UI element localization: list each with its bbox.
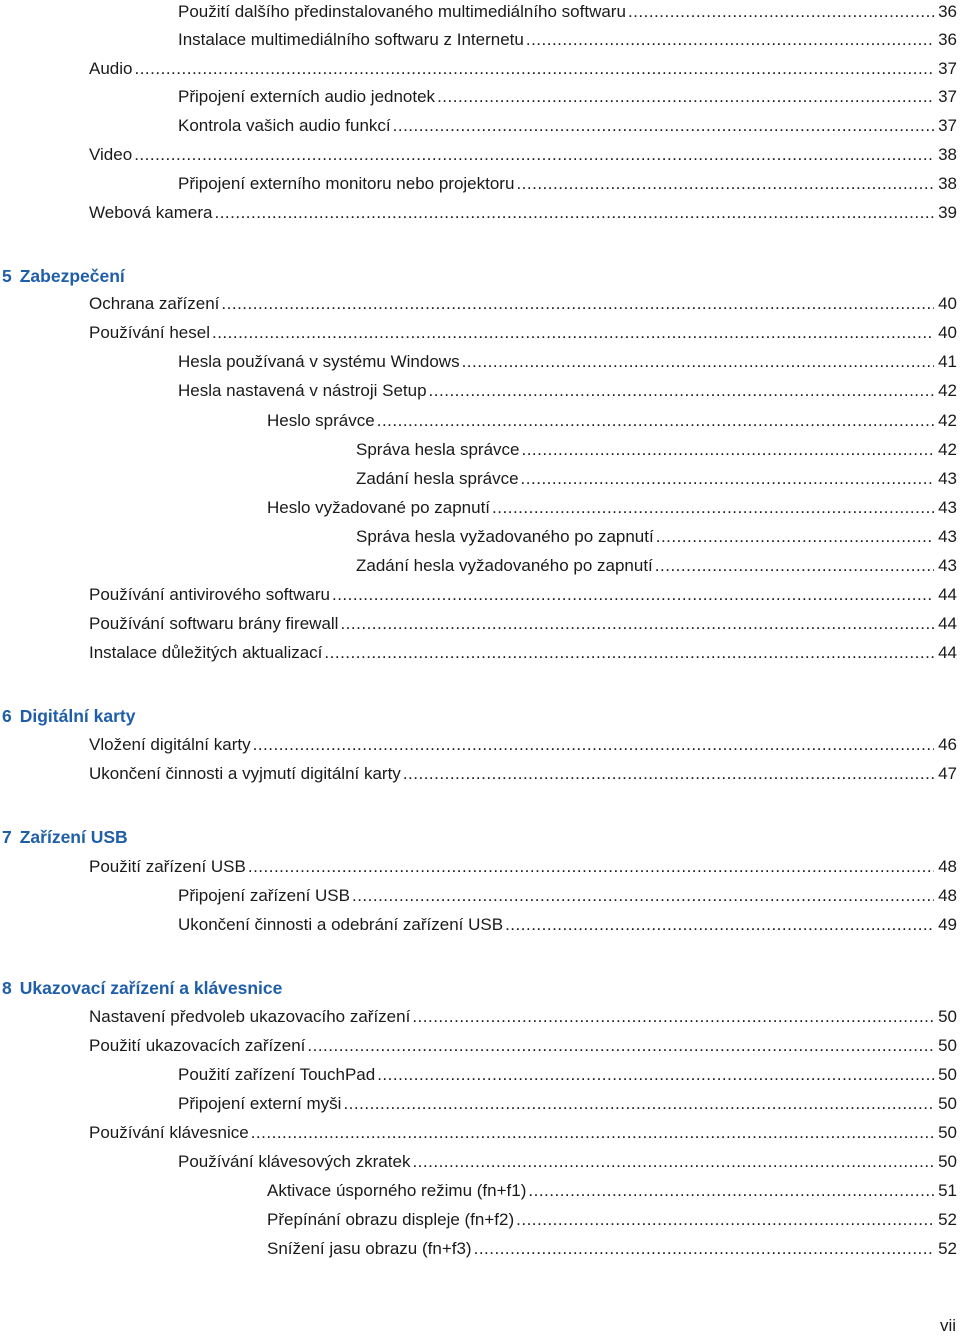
toc-entry[interactable] [89,641,957,665]
toc-entry-title: Heslo správce [267,411,375,430]
toc-entry[interactable] [178,114,957,138]
dot-leader [516,1208,934,1232]
toc-entry-page: 48 [938,857,957,876]
toc-entry[interactable] [178,884,957,908]
dot-leader [251,1121,934,1145]
dot-leader [462,350,935,374]
dot-leader [248,855,934,879]
toc-entry-page: 36 [938,2,957,21]
chapter-number: 5 [2,266,12,286]
toc-entry[interactable] [267,1208,957,1232]
dot-leader [437,85,934,109]
dot-leader [516,172,934,196]
dot-leader [505,913,934,937]
toc-entry[interactable] [89,57,957,81]
toc-entry-page: 44 [938,585,957,604]
dot-leader [221,292,934,316]
toc-entry-title: Instalace multimediálního softwaru z Internetu [178,30,524,49]
dot-leader [377,409,934,433]
toc-entry-page: 44 [938,643,957,662]
toc-entry-page: 52 [938,1239,957,1258]
toc-entry[interactable] [89,201,957,225]
dot-leader [343,1092,934,1116]
toc-entry[interactable] [178,1063,957,1087]
toc-entry-title: Používání klávesnice [89,1123,249,1142]
toc-entry-title: Správa hesla vyžadovaného po zapnutí [356,527,654,546]
toc-entry-title: Zadání hesla správce [356,469,519,488]
toc-entry[interactable] [89,1005,957,1029]
toc-entry-title: Video [89,145,133,164]
toc-entry-title: Připojení zařízení USB [178,886,350,905]
toc-entry-title: Použití zařízení USB [89,857,246,876]
toc-entry-page: 38 [938,174,957,193]
toc-entry[interactable] [178,28,957,52]
toc-entry-page: 50 [938,1123,957,1142]
toc-entry[interactable] [89,612,957,636]
toc-entry-title: Používání hesel [89,323,210,342]
toc-entry-title: Hesla používaná v systému Windows [178,352,460,371]
toc-entry[interactable] [178,1150,957,1174]
dot-leader [352,884,934,908]
toc-entry-page: 38 [938,145,957,164]
dot-leader [655,554,934,578]
toc-entry-page: 37 [938,116,957,135]
chapter-number: 8 [2,978,12,998]
toc-entry-title: Používání klávesových zkratek [178,1152,411,1171]
chapter-heading-7[interactable] [2,824,128,850]
toc-entry[interactable] [178,379,957,403]
toc-entry-title: Zadání hesla vyžadovaného po zapnutí [356,556,653,575]
toc-entry[interactable] [178,0,957,24]
toc-entry-title: Hesla nastavená v nástroji Setup [178,381,427,400]
toc-entry[interactable] [356,467,957,491]
toc-entry-title: Přepínání obrazu displeje (fn+f2) [267,1210,515,1229]
dot-leader [212,321,934,345]
toc-entry-page: 44 [938,614,957,633]
toc-entry-page: 43 [938,498,957,517]
dot-leader [521,467,935,491]
toc-entry[interactable] [356,525,957,549]
toc-entry[interactable] [89,292,957,316]
dot-leader [474,1237,934,1261]
toc-entry[interactable] [178,913,957,937]
dot-leader [528,1179,934,1203]
toc-entry-page: 51 [938,1181,957,1200]
toc-entry-title: Snížení jasu obrazu (fn+f3) [267,1239,472,1258]
dot-leader [307,1034,934,1058]
toc-entry-title: Kontrola vašich audio funkcí [178,116,391,135]
toc-entry-title: Ochrana zařízení [89,294,220,313]
dot-leader [377,1063,934,1087]
toc-entry-page: 37 [938,87,957,106]
dot-leader [521,438,934,462]
toc-entry[interactable] [356,554,957,578]
toc-entry-title: Ukončení činnosti a vyjmutí digitální karty [89,764,401,783]
toc-entry-page: 49 [938,915,957,934]
toc-entry-page: 50 [938,1152,957,1171]
dot-leader [393,114,934,138]
dot-leader [412,1005,934,1029]
toc-entry-page: 39 [938,203,957,222]
toc-entry-title: Připojení externího monitoru nebo projektoru [178,174,515,193]
dot-leader [134,57,934,81]
toc-entry-title: Webová kamera [89,203,213,222]
chapter-heading-5[interactable] [2,263,125,289]
toc-entry-page: 42 [938,381,957,400]
toc-entry-page: 41 [938,352,957,371]
toc-entry-title: Použití ukazovacích zařízení [89,1036,306,1055]
toc-entry-title: Správa hesla správce [356,440,520,459]
toc-entry-title: Ukončení činnosti a odebrání zařízení USB [178,915,504,934]
toc-entry[interactable] [89,583,957,607]
toc-entry[interactable] [89,855,957,879]
dot-leader [412,1150,934,1174]
chapter-title: Ukazovací zařízení a klávesnice [19,978,283,998]
toc-entry-title: Nastavení předvoleb ukazovacího zařízení [89,1007,411,1026]
dot-leader [656,525,934,549]
toc-entry-page: 50 [938,1007,957,1026]
toc-entry-title: Audio [89,59,133,78]
toc-entry-page: 48 [938,886,957,905]
toc-entry-title: Aktivace úsporného režimu (fn+f1) [267,1181,527,1200]
toc-entry-title: Heslo vyžadované po zapnutí [267,498,491,517]
toc-entry-title: Používání softwaru brány firewall [89,614,339,633]
toc-entry[interactable] [267,409,957,433]
toc-entry-page: 43 [938,556,957,575]
chapter-number: 6 [2,706,12,726]
toc-entry-title: Použití dalšího předinstalovaného multimediálního softwaru [178,2,626,21]
toc-entry[interactable] [267,496,957,520]
toc-entry-title: Připojení externích audio jednotek [178,87,436,106]
toc-entry-title: Použití zařízení TouchPad [178,1065,376,1084]
toc-entry[interactable] [356,438,957,462]
toc-entry-page: 40 [938,294,957,313]
toc-entry-title: Připojení externí myši [178,1094,342,1113]
toc-entry-page: 37 [938,59,957,78]
dot-leader [134,143,934,167]
toc-entry-page: 52 [938,1210,957,1229]
dot-leader [332,583,934,607]
toc-entry[interactable] [89,321,957,345]
toc-entry[interactable] [178,350,957,374]
toc-entry-page: 43 [938,527,957,546]
toc-entry[interactable] [178,1092,957,1116]
dot-leader [526,28,934,52]
chapter-title: Digitální karty [19,706,136,726]
toc-entry[interactable] [178,85,957,109]
toc-entry[interactable] [89,143,957,167]
dot-leader [403,762,934,786]
dot-leader [214,201,934,225]
toc-entry-page: 46 [938,735,957,754]
toc-entry-page: 50 [938,1065,957,1084]
toc-entry-page: 40 [938,323,957,342]
toc-entry[interactable] [89,1121,957,1145]
page-number: vii [939,1316,956,1335]
chapter-heading-6[interactable] [2,703,135,729]
chapter-heading-8[interactable] [2,975,282,1001]
toc-entry-title: Vložení digitální karty [89,735,251,754]
toc-entry-page: 50 [938,1036,957,1055]
dot-leader [492,496,934,520]
toc-entry[interactable] [89,1034,957,1058]
toc-entry-page: 43 [938,469,957,488]
toc-entry-page: 42 [938,411,957,430]
toc-entry[interactable] [178,172,957,196]
chapter-title: Zabezpečení [19,266,125,286]
dot-leader [429,379,935,403]
toc-entry-page: 42 [938,440,957,459]
toc-entry[interactable] [89,733,957,757]
toc-entry[interactable] [267,1237,957,1261]
dot-leader [340,612,934,636]
dot-leader [628,0,934,24]
chapter-title: Zařízení USB [19,827,128,847]
toc-entry-page: 36 [938,30,957,49]
toc-entry-page: 50 [938,1094,957,1113]
toc-entry-title: Používání antivirového softwaru [89,585,330,604]
dot-leader [253,733,934,757]
toc-entry-page: 47 [938,764,957,783]
toc-entry[interactable] [267,1179,957,1203]
toc-entry[interactable] [89,762,957,786]
dot-leader [324,641,934,665]
toc-entry-title: Instalace důležitých aktualizací [89,643,323,662]
chapter-number: 7 [2,827,12,847]
